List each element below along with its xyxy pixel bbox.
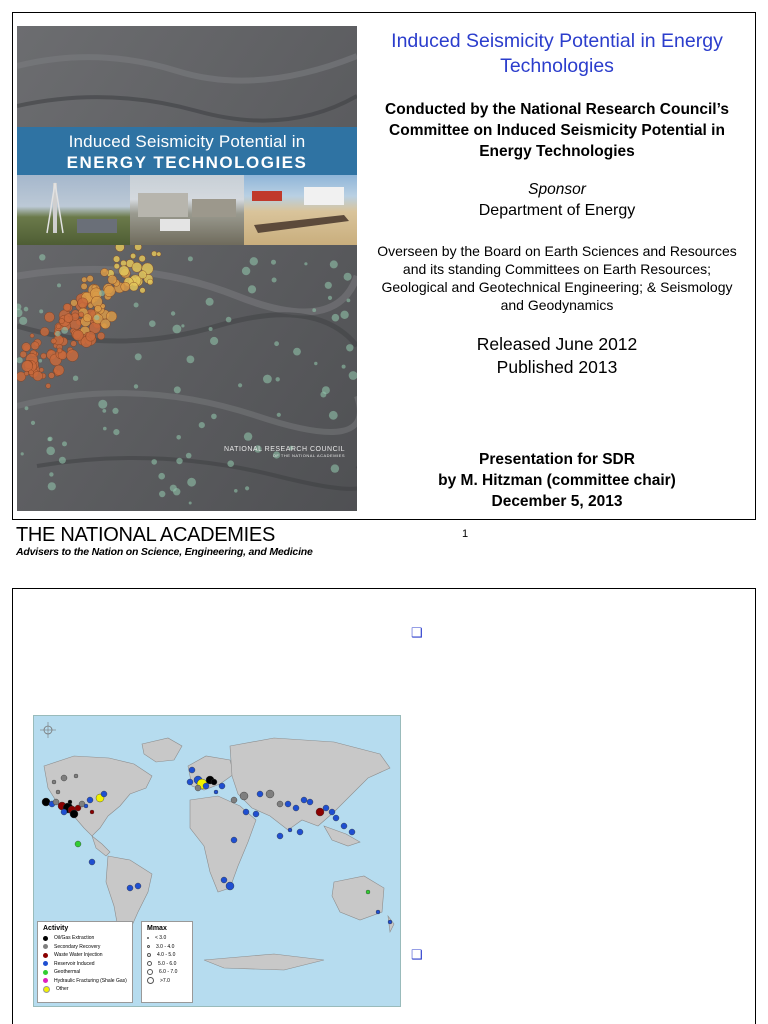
cover-earthquake-dot bbox=[104, 285, 115, 296]
cover-earthquake-dot bbox=[139, 255, 146, 262]
cover-earthquake-dot bbox=[86, 332, 96, 342]
cover-earthquake-dot bbox=[63, 304, 71, 312]
cover-earthquake-dot bbox=[79, 312, 84, 317]
cover-earthquake-dot bbox=[46, 447, 55, 456]
seismic-event-marker bbox=[231, 837, 237, 843]
cover-earthquake-dot bbox=[277, 413, 281, 417]
cover-earthquake-dot bbox=[186, 453, 192, 459]
cover-earthquake-dot bbox=[331, 464, 339, 472]
legend-activity-title: Activity bbox=[43, 925, 69, 932]
cover-earthquake-dot bbox=[211, 414, 217, 420]
conducted-line3: Energy Technologies bbox=[479, 143, 635, 160]
legend-mmax-label: 5.0 - 6.0 bbox=[158, 960, 177, 967]
cover-earthquake-dot bbox=[83, 314, 91, 322]
cover-earthquake-dot bbox=[340, 311, 348, 319]
seismic-event-marker bbox=[341, 823, 347, 829]
cover-earthquake-dot bbox=[112, 408, 118, 414]
presentation-info bbox=[357, 449, 757, 512]
cover-earthquake-dot bbox=[271, 260, 276, 265]
cover-earthquake-dot bbox=[73, 376, 78, 381]
cover-earthquake-dot bbox=[173, 325, 182, 334]
cover-earthquake-dot bbox=[227, 460, 234, 467]
cover-earthquake-dot bbox=[121, 282, 130, 291]
published-date: Published 2013 bbox=[496, 357, 618, 377]
cover-earthquake-dot bbox=[176, 458, 182, 464]
legend-mmax-item bbox=[142, 943, 192, 952]
seismic-event-marker bbox=[301, 797, 307, 803]
legend-activity-item bbox=[38, 943, 132, 952]
seismic-event-marker bbox=[221, 877, 227, 883]
cover-earthquake-dot bbox=[121, 260, 127, 266]
cover-earthquake-dot bbox=[81, 283, 87, 289]
cover-earthquake-dot bbox=[242, 267, 250, 275]
slide-title-line2: Technologies bbox=[500, 55, 614, 77]
seismic-event-marker bbox=[376, 910, 380, 914]
legend-mmax-item bbox=[142, 960, 192, 969]
legend-mmax-item bbox=[142, 968, 192, 977]
cover-earthquake-dot bbox=[139, 271, 147, 279]
academies-tagline: Advisers to the Nation on Science, Engineering, and Medicine bbox=[16, 546, 313, 558]
cover-earthquake-dot bbox=[24, 371, 29, 376]
cover-earthquake-dot bbox=[188, 256, 193, 261]
legend-activity-label: Reservoir Induced bbox=[54, 960, 95, 967]
legend-activity-item bbox=[38, 977, 132, 986]
seismic-event-marker bbox=[219, 783, 225, 789]
cover-earthquake-dot bbox=[61, 327, 68, 334]
legend-activity-label: Secondary Recovery bbox=[54, 943, 101, 950]
seismic-event-marker bbox=[293, 805, 299, 811]
legend-activity-item bbox=[38, 960, 132, 969]
bullet-checkbox-icon: ❑ bbox=[411, 625, 423, 640]
academies-name: THE NATIONAL ACADEMIES bbox=[16, 524, 276, 546]
seismic-event-marker bbox=[195, 785, 201, 791]
seismic-event-marker bbox=[226, 882, 234, 890]
seismic-event-marker bbox=[333, 815, 339, 821]
cover-earthquake-dot bbox=[140, 288, 146, 294]
cover-earthquake-dot bbox=[101, 319, 111, 329]
cover-earthquake-dot bbox=[199, 422, 205, 428]
cover-earthquake-dot bbox=[49, 373, 55, 379]
sponsor-name: Department of Energy bbox=[478, 202, 636, 219]
seismic-event-marker bbox=[53, 799, 59, 805]
conducted-by bbox=[357, 99, 757, 162]
cover-photo-strip bbox=[17, 175, 357, 245]
cover-earthquake-dot bbox=[67, 350, 79, 362]
cover-earthquake-dot bbox=[57, 283, 61, 287]
cover-earthquake-dot bbox=[22, 343, 31, 352]
released-date: Released June 2012 bbox=[476, 334, 638, 354]
cover-earthquake-dot bbox=[171, 311, 175, 315]
legend-size-ring-icon bbox=[147, 953, 151, 957]
presentation-line2: by M. Hitzman (committee chair) bbox=[438, 472, 676, 489]
cover-title-line1: Induced Seismicity Potential in bbox=[68, 132, 306, 151]
cover-earthquake-dot bbox=[113, 429, 119, 435]
seismic-event-marker bbox=[84, 804, 88, 808]
cover-photo-field-site bbox=[244, 175, 357, 245]
cover-earthquake-dot bbox=[158, 473, 165, 480]
bullet-checkbox-icon: ❑ bbox=[411, 947, 423, 962]
cover-earthquake-dot bbox=[328, 296, 332, 300]
seismic-event-marker bbox=[349, 829, 355, 835]
seismic-event-marker bbox=[127, 885, 133, 891]
cover-earthquake-dot bbox=[54, 365, 64, 375]
cover-earthquake-dot bbox=[87, 275, 94, 282]
cover-earthquake-dot bbox=[304, 262, 307, 265]
cover-earthquake-dot bbox=[39, 254, 45, 260]
cover-earthquake-dot bbox=[347, 299, 351, 303]
cover-earthquake-dot bbox=[49, 472, 53, 476]
cover-earthquake-dot bbox=[31, 421, 35, 425]
seismic-event-marker bbox=[277, 801, 283, 807]
seismic-event-marker bbox=[214, 790, 218, 794]
greenland-shape bbox=[142, 738, 182, 762]
cover-earthquake-dot bbox=[59, 318, 64, 323]
cover-earthquake-dot bbox=[51, 338, 56, 343]
cover-publisher bbox=[224, 446, 345, 458]
presentation-line3: December 5, 2013 bbox=[491, 493, 623, 510]
cover-earthquake-dot bbox=[24, 307, 29, 312]
cover-earthquake-dot bbox=[19, 317, 27, 325]
cover-earthquake-dot bbox=[48, 482, 56, 490]
legend-activity-label: Oil/Gas Extraction bbox=[54, 935, 95, 942]
new-zealand-shape bbox=[388, 916, 394, 932]
legend-mmax-label: 6.0 - 7.0 bbox=[159, 969, 178, 976]
seismic-event-marker bbox=[135, 883, 141, 889]
slide-title bbox=[357, 29, 757, 79]
overseen-line2: and its standing Committees on Earth Resources; bbox=[402, 261, 712, 277]
cover-earthquake-dot bbox=[57, 348, 62, 353]
seismic-event-marker bbox=[56, 790, 60, 794]
cover-publisher-name: NATIONAL RESEARCH COUNCIL bbox=[223, 446, 345, 453]
legend-activity-label: Geothermal bbox=[54, 969, 81, 976]
legend-size-ring-icon bbox=[147, 945, 150, 948]
cover-earthquake-dot bbox=[103, 427, 107, 431]
legend-mmax-title: Mmax bbox=[147, 925, 167, 932]
legend-mmax-item bbox=[142, 977, 192, 986]
legend-mmax-item bbox=[142, 951, 192, 960]
seismic-event-marker bbox=[329, 809, 335, 815]
cover-earthquake-dot bbox=[159, 491, 165, 497]
seismic-event-marker bbox=[243, 809, 249, 815]
legend-size-ring-icon bbox=[147, 969, 153, 975]
seismic-event-marker bbox=[70, 810, 78, 818]
cover-earthquake-dot bbox=[64, 314, 73, 323]
legend-activity-label: Other bbox=[56, 986, 69, 993]
page-number: 1 bbox=[462, 528, 469, 540]
seismic-event-marker bbox=[90, 810, 94, 814]
cover-earthquake-dot bbox=[99, 290, 105, 296]
australia-shape bbox=[332, 876, 384, 920]
cover-earthquake-dot bbox=[151, 459, 157, 465]
seismic-event-marker bbox=[42, 798, 50, 806]
legend-activity-item bbox=[38, 985, 132, 994]
cover-earthquake-dot bbox=[59, 457, 66, 464]
cover-title-line2: ENERGY TECHNOLOGIES bbox=[66, 153, 308, 172]
cover-earthquake-dot bbox=[332, 314, 340, 322]
legend-activity-item bbox=[38, 951, 132, 960]
cover-earthquake-dot bbox=[134, 384, 138, 388]
cover-earthquake-dot bbox=[176, 435, 181, 440]
legend-mmax-item bbox=[142, 934, 192, 943]
legend-size-ring-icon bbox=[147, 937, 149, 939]
cover-earthquake-dot bbox=[272, 278, 277, 283]
seismic-event-marker bbox=[211, 779, 217, 785]
legend-swatch-icon bbox=[43, 944, 48, 949]
cover-earthquake-dot bbox=[174, 386, 181, 393]
cover-earthquake-dot bbox=[95, 305, 102, 312]
legend-swatch-icon bbox=[43, 978, 48, 983]
seismic-event-marker bbox=[74, 774, 78, 778]
presentation-line1: Presentation for SDR bbox=[479, 451, 635, 468]
legend-mmax-label: 4.0 - 5.0 bbox=[157, 952, 176, 959]
seismic-event-marker bbox=[75, 841, 81, 847]
cover-earthquake-dot bbox=[274, 341, 279, 346]
se-asia-shape bbox=[324, 826, 360, 846]
seismic-event-marker bbox=[288, 828, 292, 832]
cover-earthquake-dot bbox=[94, 315, 99, 320]
seismic-event-marker bbox=[231, 797, 237, 803]
cover-earthquake-dot bbox=[45, 312, 55, 322]
cover-earthquake-dot bbox=[25, 406, 29, 410]
seismic-event-marker bbox=[61, 775, 67, 781]
legend-activity-item bbox=[38, 968, 132, 977]
map-slide bbox=[12, 588, 756, 1024]
cover-earthquake-dot bbox=[71, 341, 77, 347]
europe-shape bbox=[188, 756, 234, 790]
cover-earthquake-dot bbox=[170, 485, 177, 492]
cover-earthquake-dot bbox=[209, 327, 213, 331]
seismic-event-marker bbox=[388, 920, 392, 924]
cover-earthquake-dot bbox=[62, 441, 67, 446]
legend-swatch-icon bbox=[43, 936, 48, 941]
cover-earthquake-dot bbox=[108, 275, 117, 284]
overseen-line1: Overseen by the Board on Earth Sciences and Resources bbox=[377, 243, 737, 259]
seismic-event-marker bbox=[285, 801, 291, 807]
cover-earthquake-dot bbox=[33, 371, 43, 381]
seismic-event-marker bbox=[297, 829, 303, 835]
cover-earthquake-dot bbox=[119, 266, 129, 276]
seismic-event-marker bbox=[253, 811, 259, 817]
seismic-event-marker bbox=[101, 791, 107, 797]
legend-mmax-label: >7.0 bbox=[160, 977, 170, 984]
seismic-event-marker bbox=[61, 809, 67, 815]
cover-earthquake-dot bbox=[152, 251, 157, 256]
cover-earthquake-dot bbox=[41, 353, 47, 359]
legend-size-ring-icon bbox=[147, 977, 154, 984]
cover-photo-plant bbox=[130, 175, 243, 245]
cover-earthquake-dot bbox=[102, 409, 106, 413]
cover-earthquake-dot bbox=[20, 351, 27, 358]
cover-publisher-sub: OF THE NATIONAL ACADEMIES bbox=[272, 453, 345, 458]
cover-earthquake-dot bbox=[210, 337, 218, 345]
cover-earthquake-dot bbox=[322, 386, 330, 394]
cover-earthquake-dot bbox=[98, 400, 107, 409]
cover-earthquake-dot bbox=[250, 257, 258, 265]
cover-earthquake-dot bbox=[329, 411, 338, 420]
cover-earthquake-dot bbox=[189, 502, 192, 505]
seismic-event-marker bbox=[68, 800, 72, 804]
title-slide bbox=[12, 12, 756, 520]
cover-earthquake-dot bbox=[39, 359, 43, 363]
seismic-event-marker bbox=[277, 833, 283, 839]
legend-activity-label: Waste Water Injection bbox=[54, 952, 103, 959]
cover-earthquake-dot bbox=[129, 282, 138, 291]
cover-earthquake-dot bbox=[245, 486, 249, 490]
cover-earthquake-dot bbox=[31, 342, 39, 350]
legend-mmax-label: < 3.0 bbox=[155, 935, 167, 942]
cover-earthquake-dot bbox=[30, 334, 34, 338]
cover-earthquake-dot bbox=[55, 331, 61, 337]
cover-earthquake-dot bbox=[234, 489, 238, 493]
overseen-line4: and Geodynamics bbox=[500, 297, 614, 313]
seismic-event-marker bbox=[187, 779, 193, 785]
seismic-event-marker bbox=[266, 790, 274, 798]
map-source-note bbox=[37, 756, 43, 906]
cover-earthquake-dot bbox=[78, 298, 88, 308]
legend-swatch-icon bbox=[43, 986, 50, 993]
sponsor-label: Sponsor bbox=[528, 181, 586, 198]
cover-earthquake-dot bbox=[248, 285, 256, 293]
cover-earthquake-dot bbox=[344, 273, 352, 281]
cover-earthquake-dot bbox=[147, 279, 153, 285]
seismic-event-marker bbox=[87, 797, 93, 803]
overseen-by bbox=[357, 242, 757, 314]
cover-title-banner bbox=[17, 127, 357, 175]
cover-earthquake-dot bbox=[276, 377, 280, 381]
cover-earthquake-dot bbox=[46, 383, 51, 388]
cover-earthquake-dot bbox=[113, 256, 120, 263]
cover-earthquake-dot bbox=[181, 324, 184, 327]
cover-earthquake-dot bbox=[149, 320, 156, 327]
conducted-line1: Conducted by the National Research Council’s bbox=[385, 101, 729, 118]
seismic-event-marker bbox=[52, 780, 56, 784]
cover-earthquake-dot bbox=[238, 383, 242, 387]
cover-photo-drilling-rig bbox=[17, 175, 130, 245]
seismic-event-marker bbox=[89, 859, 95, 865]
cover-earthquake-dot bbox=[346, 344, 353, 351]
legend-swatch-icon bbox=[43, 970, 48, 975]
seismic-event-marker bbox=[316, 808, 324, 816]
release-dates bbox=[357, 333, 757, 379]
cover-earthquake-dot bbox=[21, 452, 24, 455]
conducted-line2: Committee on Induced Seismicity Potential in bbox=[389, 122, 725, 139]
antarctica-shape bbox=[204, 954, 324, 970]
cover-earthquake-dot bbox=[325, 282, 332, 289]
world-seismicity-map bbox=[33, 715, 401, 1007]
cover-earthquake-dot bbox=[314, 362, 317, 365]
seismic-event-marker bbox=[257, 791, 263, 797]
cover-earthquake-dot bbox=[82, 277, 87, 282]
seismic-event-marker bbox=[366, 890, 370, 894]
cover-earthquake-dot bbox=[97, 332, 104, 339]
cover-earthquake-dot bbox=[130, 253, 135, 258]
cover-earthquake-dot bbox=[187, 356, 195, 364]
seismic-event-marker bbox=[189, 767, 195, 773]
legend-swatch-icon bbox=[43, 953, 48, 958]
cover-earthquake-dot bbox=[187, 478, 196, 487]
cover-earthquake-dot bbox=[226, 317, 232, 323]
cover-earthquake-dot bbox=[244, 432, 252, 440]
legend-activity-item bbox=[38, 934, 132, 943]
cover-earthquake-dot bbox=[56, 324, 61, 329]
cover-earthquake-dot bbox=[330, 260, 338, 268]
slide-title-line1: Induced Seismicity Potential in Energy bbox=[391, 30, 723, 52]
seismic-event-marker bbox=[323, 805, 329, 811]
cover-terrain-map bbox=[17, 26, 357, 511]
cover-earthquake-dot bbox=[101, 268, 109, 276]
cover-earthquake-dot bbox=[132, 262, 142, 272]
legend-activity bbox=[37, 921, 133, 1003]
cover-earthquake-dot bbox=[263, 375, 272, 384]
legend-swatch-icon bbox=[43, 961, 48, 966]
cover-earthquake-dot bbox=[312, 308, 316, 312]
cover-earthquake-dot bbox=[206, 298, 214, 306]
cover-earthquake-dot bbox=[157, 252, 161, 256]
cover-earthquake-dot bbox=[293, 348, 301, 356]
cover-earthquake-dot bbox=[134, 303, 139, 308]
cover-earthquake-dot bbox=[48, 437, 53, 442]
cover-earthquake-dot bbox=[114, 263, 120, 269]
legend-mmax-label: 3.0 - 4.0 bbox=[156, 943, 175, 950]
seismic-event-marker bbox=[240, 792, 248, 800]
legend-mmax bbox=[141, 921, 193, 1003]
legend-activity-label: Hydraulic Fracturing (Shale Gas) bbox=[54, 977, 127, 984]
report-cover-image bbox=[17, 26, 357, 511]
cover-earthquake-dot bbox=[135, 353, 142, 360]
central-america-shape bbox=[92, 836, 110, 856]
seismic-event-marker bbox=[203, 783, 209, 789]
legend-size-ring-icon bbox=[147, 961, 152, 966]
seismic-event-marker bbox=[307, 799, 313, 805]
cover-earthquake-dot bbox=[73, 330, 84, 341]
cover-earthquake-dot bbox=[40, 327, 49, 336]
overseen-line3: Geological and Geotechnical Engineering; & Seismology bbox=[381, 279, 733, 295]
cover-earthquake-dot bbox=[39, 309, 43, 313]
cover-earthquake-dot bbox=[29, 370, 34, 375]
cover-earthquake-dot bbox=[342, 365, 346, 369]
national-academies-logo bbox=[16, 524, 313, 558]
